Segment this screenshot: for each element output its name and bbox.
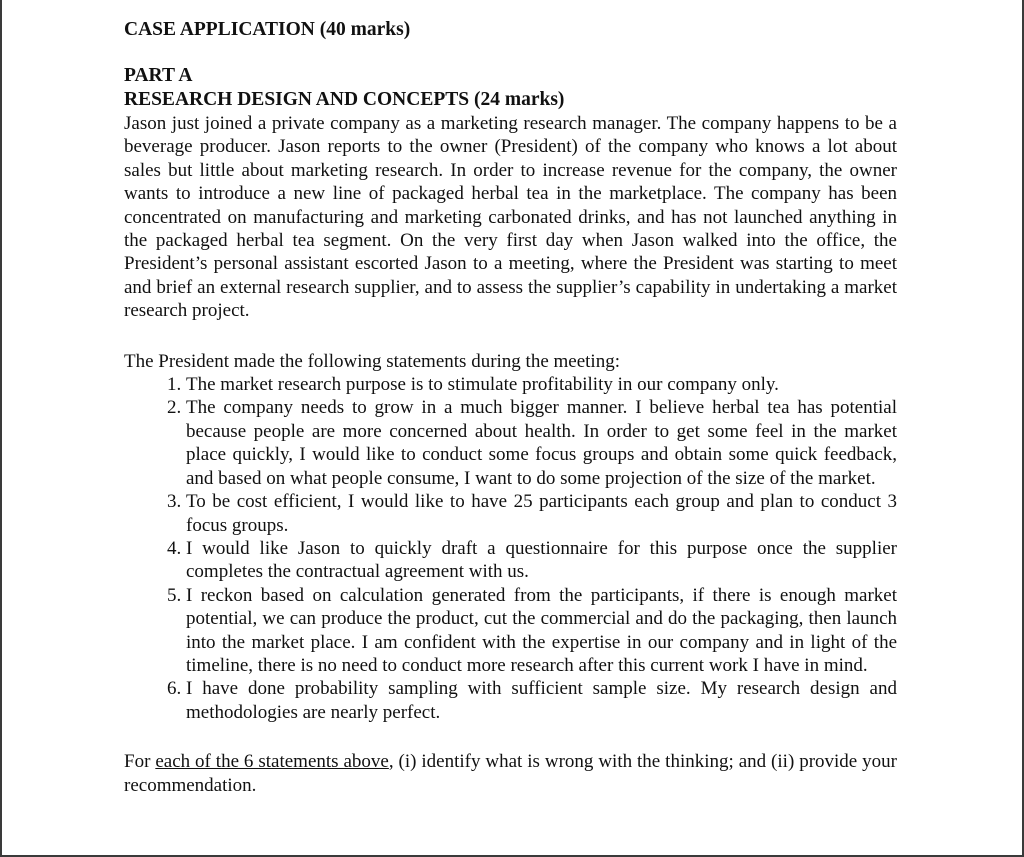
statement-item: 2. The company needs to grow in a much bigger manner. I believe herbal tea has potential because people are more concerned about health. In order to get some feel in the market place quickly, I would like to conduct some focus groups and obtain some quick feedback, and based on what people consume, I want to do some projection of the size of the market. <box>186 396 897 490</box>
statement-item: 4. I would like Jason to quickly draft a questionnaire for this purpose once the supplier completes the contractual agreement with us. <box>186 537 897 584</box>
question-paragraph <box>124 750 897 797</box>
question-suffix: , (i) identify what is wrong with the thinking; and (ii) provide your recommendation. <box>124 751 897 796</box>
statement-item: 5. I reckon based on calculation generated from the participants, if there is enough market potential, we can produce the product, cut the commercial and do the packaging, then launch into the market place. I am confident with the expertise in our company and in light of the timeline, there is no need to conduct more research after this current work I have in mind. <box>186 584 897 678</box>
document-page <box>124 18 897 797</box>
intro-paragraph: Jason just joined a private company as a marketing research manager. The company happens to be a beverage producer. Jason reports to the owner (President) of the company who knows a lot about sales but little about marketing research. In order to increase revenue for the company, the owner wants to introduce a new line of packaged herbal tea in the marketplace. The company has been concentrated on manufacturing and marketing carbonated drinks, and has not launched anything in the packaged herbal tea segment. On the very first day when Jason walked into the office, the President’s personal assistant escorted Jason to a meeting, where the President was starting to meet and brief an external research supplier, and to assess the supplier’s capability in undertaking a market research project. <box>124 113 897 322</box>
statement-item: 1. The market research purpose is to stimulate profitability in our company only. <box>186 373 897 396</box>
statement-item: 3. To be cost efficient, I would like to have 25 participants each group and plan to conduct 3 focus groups. <box>186 490 897 537</box>
statement-item: 6. I have done probability sampling with sufficient sample size. My research design and methodologies are nearly perfect. <box>186 677 897 724</box>
question-underlined: each of the 6 statements above <box>155 751 389 773</box>
statements-lead: The President made the following statements during the meeting: <box>124 350 620 372</box>
case-title: CASE APPLICATION (40 marks) <box>124 19 411 40</box>
question-prefix: For <box>124 751 156 773</box>
part-label: PART A <box>124 65 193 86</box>
part-title: RESEARCH DESIGN AND CONCEPTS (24 marks) <box>124 89 565 110</box>
statements-list <box>124 373 897 724</box>
